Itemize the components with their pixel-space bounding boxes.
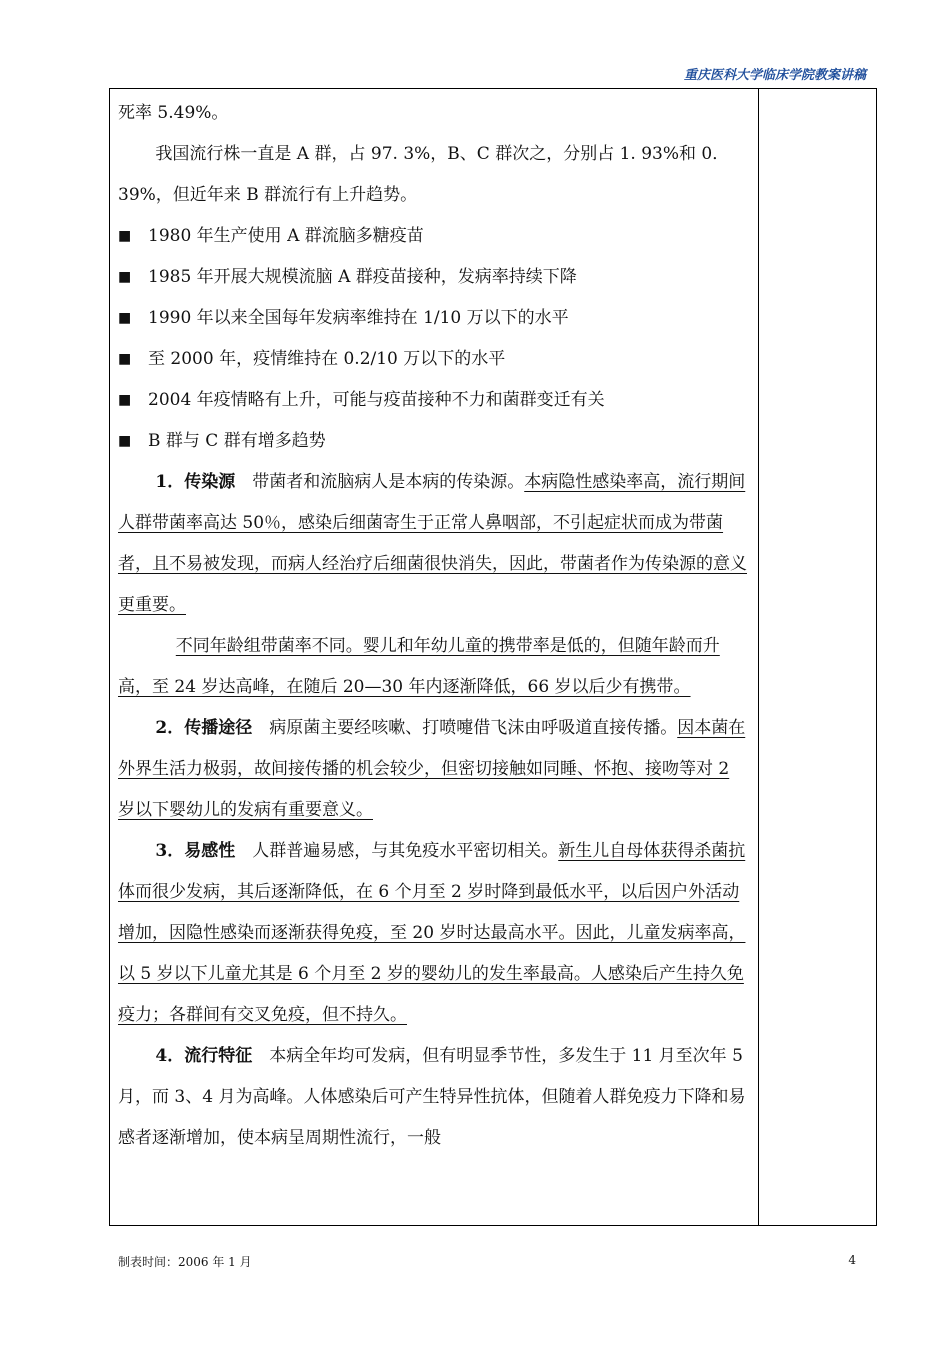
lecture-content <box>118 93 750 1159</box>
section-heading: 4．流行特征 <box>155 1046 253 1066</box>
section-text: 带菌者和流脑病人是本病的传染源。 <box>235 472 525 492</box>
bullet-list <box>118 216 750 462</box>
section-text: 人群普遍易感，与其免疫水平密切相关。 <box>235 841 559 861</box>
list-item-text: B 群与 C 群有增多趋势 <box>148 431 326 451</box>
header-title: 重庆医科大学临床学院教案讲稿 <box>683 68 866 83</box>
list-item <box>118 421 750 462</box>
list-item-text: 1980 年生产使用 A 群流脑多糖疫苗 <box>148 226 424 246</box>
bullet-square-icon: ■ <box>118 269 132 285</box>
section-heading: 2．传播途径 <box>155 718 253 738</box>
list-item-text: 1985 年开展大规模流脑 A 群疫苗接种，发病率持续下降 <box>148 267 577 287</box>
bullet-square-icon: ■ <box>118 310 132 326</box>
list-item <box>118 257 750 298</box>
list-item <box>118 380 750 421</box>
list-item <box>118 216 750 257</box>
list-item-text: 2004 年疫情略有上升，可能与疫苗接种不力和菌群变迁有关 <box>148 390 605 410</box>
bullet-square-icon: ■ <box>118 351 132 367</box>
section-heading: 3．易感性 <box>155 841 236 861</box>
section-underlined-text: 本病隐性感染率高，流行期间人群带菌率高达 50％，感染后细菌寄生于正常人鼻咽部，不引起症状而成为带菌者，且不易被发现，而病人经治疗后细菌很快消失，因此，带菌者作为传染源的意义更重要。 <box>118 472 747 615</box>
page-number: 4 <box>848 1253 856 1267</box>
section-source <box>118 462 750 626</box>
section-underlined-text: 新生儿自母体获得杀菌抗体而很少发病，其后逐渐降低，在 6 个月至 2 岁时降到最低水平，以后因户外活动增加，因隐性感染而逐渐获得免疫，至 20 岁时达最高水平。因此，儿童发病率高，以 5 岁以下儿童尤其是 6 个月至 2 岁的婴幼儿的发生率最高。人感染后产生持久免疫力；各群间有交叉免疫，但不持久。 <box>118 841 746 1025</box>
list-item-text: 至 2000 年，疫情维持在 0.2/10 万以下的水平 <box>148 349 506 369</box>
list-item <box>118 339 750 380</box>
section-susceptibility <box>118 831 750 1036</box>
table-divider <box>758 88 759 1226</box>
section-underlined-text: 不同年龄组带菌率不同。婴儿和年幼儿童的携带率是低的，但随年龄而升高，至 24 岁达高峰，在随后 20—30 年内逐渐降低，66 岁以后少有携带。 <box>118 636 720 697</box>
section-carrier-age <box>118 626 750 708</box>
list-item-text: 1990 年以来全国每年发病率维持在 1/10 万以下的水平 <box>148 308 569 328</box>
bullet-square-icon: ■ <box>118 433 132 449</box>
para-strains: 我国流行株一直是 A 群，占 97. 3%，B、C 群次之，分别占 1. 93%和 0．39%，但近年来 B 群流行有上升趋势。 <box>118 144 730 205</box>
footer-date: 制表时间：2006 年 1 月 <box>118 1255 252 1269</box>
section-transmission <box>118 708 750 831</box>
section-underlined-text: 因本菌在外界生活力极弱，故间接传播的机会较少，但密切接触如同睡、怀抱、接吻等对 2 岁以下婴幼儿的发病有重要意义。 <box>118 718 746 820</box>
bullet-square-icon: ■ <box>118 392 132 408</box>
list-item <box>118 298 750 339</box>
section-heading: 1．传染源 <box>155 472 236 492</box>
section-epidemic-features <box>118 1036 750 1159</box>
para-mortality: 死率 5.49%。 <box>118 103 229 123</box>
section-text: 病原菌主要经咳嗽、打喷嚏借飞沫由呼吸道直接传播。 <box>252 718 678 738</box>
section-text: 本病全年均可发病，但有明显季节性，多发生于 11 月至次年 5 月，而 3、4 月为高峰。人体感染后可产生特异性抗体，但随着人群免疫力下降和易感者逐渐增加，使本病呈周期性流行，一般 <box>118 1046 746 1148</box>
bullet-square-icon: ■ <box>118 228 132 244</box>
